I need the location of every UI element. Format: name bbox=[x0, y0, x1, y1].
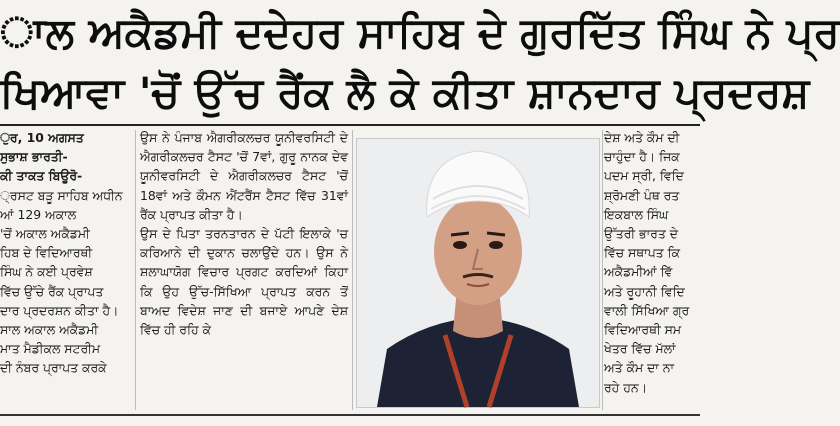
column-line: ਹਿਬ ਦੇ ਵਿਦਿਆਰਥੀ bbox=[0, 245, 93, 261]
column-line: ਆਂ 129 ਅਕਾਲ bbox=[0, 206, 77, 222]
column-line: ਸਾਲ ਅਕਾਲ ਅਕੈਡਮੀ bbox=[0, 322, 99, 338]
column-line: ਸ਼੍ਰੋਮਣੀ ਪੰਥ ਰਤ bbox=[604, 187, 680, 203]
column-line: ਰਹੇ ਹਨ। bbox=[604, 379, 647, 395]
column-line: ਪਦਮ ਸ੍ਰੀ, ਵਿਦਿ bbox=[604, 168, 684, 184]
student-photo bbox=[356, 138, 600, 408]
column-line: ੍ਰਸਟ ਬੜੂ ਸਾਹਿਬ ਅਧੀਨ bbox=[0, 187, 123, 203]
column-line: ਅਤੇ ਕੌਮ ਦਾ ਨਾ bbox=[604, 360, 675, 376]
article-column-1 bbox=[0, 128, 130, 414]
column-divider bbox=[352, 130, 353, 410]
headline-line-2: ਖਿਆਵਾ 'ਚੋਂ ਉੱਚ ਰੈਂਕ ਲੈ ਕੇ ਕੀਤਾ ਸ਼ਾਨਦਾਰ ਪ੍ਰਦਰਸ਼ bbox=[0, 68, 810, 117]
column-line: ਦੀ ਨੰਬਰ ਪ੍ਰਾਪਤ ਕਰਕੇ bbox=[0, 360, 107, 376]
headline-rule bbox=[0, 124, 700, 126]
column-line: ਵਾਲੀ ਸਿੱਖਿਆ ਗ੍ਰ bbox=[604, 302, 690, 318]
portrait-illustration bbox=[357, 139, 599, 407]
column-line: ਇਕਬਾਲ ਸਿੰਘ bbox=[604, 206, 669, 222]
bottom-rule bbox=[0, 414, 700, 416]
column-line: ਸਿੰਘ ਨੇ ਕਈ ਪ੍ਰਵੇਸ਼ bbox=[0, 264, 93, 280]
column-line: ਦੇਸ਼ ਅਤੇ ਕੌਮ ਦੀ bbox=[604, 130, 680, 145]
column-line: ਵਿਦਿਆਰਥੀ ਸਮ bbox=[604, 322, 682, 338]
dateline: ੁਰ, 10 ਅਗਸਤ bbox=[0, 130, 84, 145]
bureau-name: ਕੀ ਤਾਕਤ ਬਿਊਰੋ- bbox=[0, 168, 83, 184]
column-line: ਚਾਹੁੰਦਾ ਹੈ। ਜਿਕ bbox=[604, 149, 680, 165]
column-line: ਉੱਤਰੀ ਭਾਰਤ ਦੇ bbox=[604, 226, 678, 242]
column-divider bbox=[135, 130, 136, 410]
column-line: ਅਤੇ ਰੂਹਾਨੀ ਵਿਦਿ bbox=[604, 283, 685, 299]
article-column-2 bbox=[140, 128, 348, 414]
article-column-4 bbox=[604, 128, 700, 414]
column-line: ਵਿੱਚ ਉੱਚੇ ਰੈਂਕ ਪ੍ਰਾਪਤ bbox=[0, 283, 104, 299]
headline-line-1: ਾਲ ਅਕੈਡਮੀ ਦਦੇਹਰ ਸਾਹਿਬ ਦੇ ਗੁਰਦਿੱਤ ਸਿੰਘ ਨੇ ਪ੍ਰ bbox=[0, 8, 840, 57]
paragraph: ਉਸ ਦੇ ਪਿਤਾ ਤਰਨਤਾਰਨ ਦੇ ਪੱਟੀ ਇਲਾਕੇ 'ਚ ਕਰਿਆਨੇ ਦੀ ਦੁਕਾਨ ਚਲਾਉਂਦੇ ਹਨ। ਉਸ ਨੇ ਸ਼ਲਾਘਾਯੋਗ ਵਿਚਾਰ ਪ੍ਰਗਟ ਕਰਦਿਆਂ ਕਿਹਾ ਕਿ ਉਹ ਉੱਚ-ਸਿੱਖਿਆ ਪ੍ਰਾਪਤ ਕਰਨ ਤੋਂ ਬਾਅਦ ਵਿਦੇਸ਼ ਜਾਣ ਦੀ ਬਜਾਏ ਆਪਣੇ ਦੇਸ਼ ਵਿੱਚ ਹੀ ਰਹਿ ਕੇ bbox=[140, 226, 348, 338]
column-line: ਮਾਤ ਮੈਡੀਕਲ ਸਟਰੀਮ bbox=[0, 341, 101, 357]
column-divider bbox=[602, 130, 603, 410]
column-line: ਅਕੈਡਮੀਆਂ ਵਿੱ bbox=[604, 264, 673, 280]
reporter-name: ਸੁਭਾਸ਼ ਭਾਰਤੀ- bbox=[0, 149, 68, 165]
paragraph: ਉਸ ਨੇ ਪੰਜਾਬ ਐਗਰੀਕਲਚਰ ਯੂਨੀਵਰਸਿਟੀ ਦੇ ਐਗਰੀਕਲਚਰ ਟੈਸਟ 'ਚੋਂ 7ਵਾਂ, ਗੁਰੂ ਨਾਨਕ ਦੇਵ ਯੂਨੀਵਰਸਿਟੀ ਦੇ ਐਗਰੀਕਲਚਰ ਟੈਸਟ 'ਚੋਂ 18ਵਾਂ ਅਤੇ ਕੌਮਨ ਐਂਟਰੈਂਸ ਟੈਸਟ ਵਿੱਚ 31ਵਾਂ ਰੈਂਕ ਪ੍ਰਾਪਤ ਕੀਤਾ ਹੈ। bbox=[140, 130, 348, 222]
column-line: ਖੇਤਰ ਵਿੱਚ ਮੱਲਾਂ bbox=[604, 341, 676, 357]
column-line: 'ਚੋਂ ਅਕਾਲ ਅਕੈਡਮੀ bbox=[0, 226, 90, 242]
column-line: ਦਾਰ ਪ੍ਰਦਰਸ਼ਨ ਕੀਤਾ ਹੈ। bbox=[0, 302, 119, 318]
column-line: ਵਿੱਚ ਸਥਾਪਤ ਕਿ bbox=[604, 245, 680, 261]
